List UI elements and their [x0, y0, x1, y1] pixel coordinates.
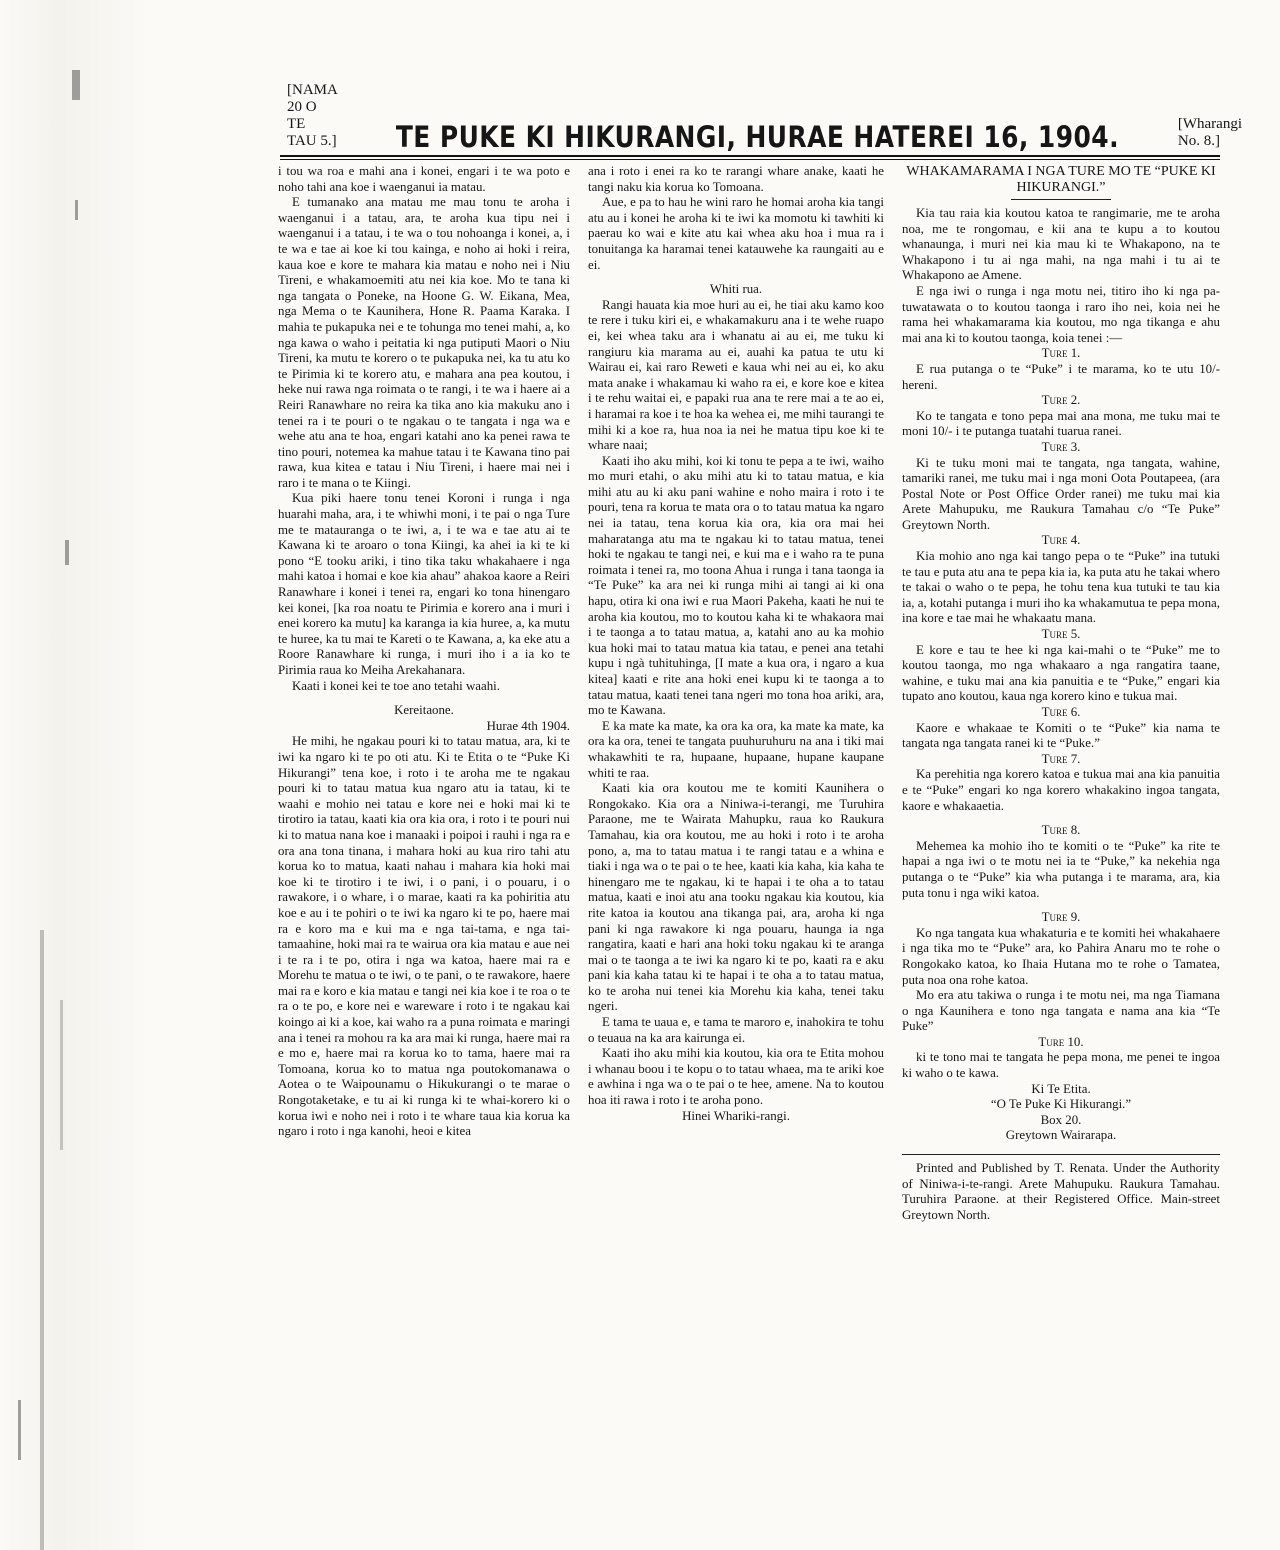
editor-address: Box 20.: [1040, 1112, 1082, 1127]
rule-heading: Ture 9.: [1041, 910, 1081, 925]
paragraph: Kaati iho aku mihi, koi ki tonu te pepa a te iwi, waiho mo muri etahi, o aku mihi atu ki to tatau matua, e kia mihi atu au ki aku pani wahine e noho maira i roto i te pouri, tena ra korua te mata ora o to tatau matua ka ngaro nei ia tatau, tena korua kia ora, kia ora mai hei maharatanga atu ma te ngakau ki to tatau matua, tenei hoki te ngakau te tangi nei, e kui ma e i waho ra te puna roimata i tenei ra, mo toona Ahua i runga i tana taonga ia “Te Puke” ka ara nei ki runga mihi ai tangi ai ki ona hapu, otira ki ona iwi e rua Maori Pakeha, kaati he nui te aroha kia koutou, mo to koutou kaha ki te whakaora mai i te taonga a to tatau matua, a, katahi ano au ka mohio kua hoki mai to tatau matua kia tatau, e penei ana tetahi kupu i ngà tuhituhinga, [I mate a kua ora, i ngaro a kua kitea] kaati e rite ana hoki enei kupu ki te taonga a to tatau matua, kaati tenei tana ngeri mo tona hoa ariki, ara, mo te Kawana.: [588, 453, 884, 718]
paragraph: Kia tau raia kia koutou katoa te rangimarie, me te aroha noa, me te rongomau, e kii ana te kupu a to koutou whanaunga, i muri nei kia mau ki te Whakapono, na te Whakapono i tu ai nga mahi, na nga mahi i tu ai te Whakapono ae Amene.: [902, 206, 1220, 283]
rules-heading: WHAKAMARAMA I NGA TURE MO TE “PUKE KI HIKURANGI.”: [906, 164, 1216, 195]
rule-heading: Ture 3.: [1041, 439, 1081, 454]
rule-text: ki te tono mai te tangata he pepa mona, me penei te ingoa ki waho o te kawa.: [902, 1050, 1220, 1081]
letter-signature: Hinei Whariki-rangi.: [682, 1108, 790, 1123]
paragraph: Rangi hauata kia moe huri au ei, he tiai aku kamo koo te rere i tuku kiri ei, e whakamakuru ana i te wehe ruapo ei, kei whea taku ara i whanatu ai au ei, me tuku ki rangiuru kia marama au ei, auahi ka patua te utu ki Wairau ei, kai raro Reweti e kaua whi nei au ei, ko aku mata anake i whakamau ki waho ra ei, e kore koe e kitea i te rehu waitai ei, e papaki rua ana te rere mai a te ao ei, i haramai ra koe i te hoa ka wehea ei, me mihi taurangi te mihi ki a koe ra, hua noa ia nei he matua tipu koe ki te whare naai;: [588, 297, 884, 453]
rule-heading: Ture 10.: [1038, 1034, 1084, 1049]
column-2: [588, 164, 884, 1444]
rule-text: E rua putanga o te “Puke” i te marama, ko te utu 10/- hereni.: [902, 361, 1220, 392]
paragraph: He mihi, he ngakau pouri ki to tatau matua, ara, ki te iwi ka ngaro ki te po oti atu. Ki te Etita o te “Puke Ki Hikurangi” tena koe, i roto i te aroha me te ngakau pouri ki to tatau matua kua ngaro atu ia tatau, ki te waahi e mohio nei tatau e kore nei e hoki mai ki te tirotiro ia tatau, kaati kia ora kia ora, i roto i te pouri nui ki to matua nana koe i manaaki i poipoi i rauhi i nga ra e ora ana tona tinana, i mahara hoki au kua riro tahi atu korua ko to matua, kaati nahau i mahara kia hoki mai koe ki te tirotiro i te iwi, i o pani, i o pouaru, i o rawakore, i o whare, i o marae, kaati ra ka pohiritia atu koe e au i te pohiri o te iwi ka ngaro ki te po, haere mai ra e koro ma e kui ma e nga tai-tama, e nga tai-tamaahine, hoki mai ra te wairua ora kia matau e aue nei i te ra i te po, otira i nga wa katoa, haere mai ra e Morehu te matua o te iwi, o te pani, o te rawakore, haere mai ra e koro e kia matau e tangi nei kia koe i te roa o te ra o te po, e kore nei e wareware i roto i te ngakau kai koingo ai ki a koe, kai waho ra a puna roimata e maringi ana i tenei ra mohou ra ka ara mai ki runga, haere mai ra e mo e, haere mai ra korua ko to tama, haere mai ra Tomoana, korua ko to matua nga poutokomanawa o Aotea o te Waipounamu o Hikukurangi o te marae o Rongotaketake, e tu ai ki runga ki te whai-korero ki o korua iwi e noho nei i roto i te whare taua kia korua ka ngaro i roto i nga kanohi, heoi e kitea: [278, 734, 570, 1139]
paragraph: Kua piki haere tonu tenei Koroni i runga i nga huarahi maha, ara, i te whiwhi moni, i te pai o nga Ture me te matauranga o te iwi, a, i te wa e tae atu ai te Kawana ki te aroaro o tona Kiingi, ka ahei ia ki te ki pono “E tooku ariki, i tino tika taku whakahaere i nga mahi katoa i homai e koe kia ahau” ahakoa kaore a Reiri Ranawhare i konei i tenei ra, engari ko tona hinengaro kei konei, [ka roa noatu te Pirimia e korero ana i muri i enei korero ka mutu] ka karanga ia kia huree, a, ka mutu te huree, ka tu mai te Kareti o te Kawana, a, ka eke atu a Roore Ranawhare ki runga, i muri iho i a ia ko te Pirimia raua ko Meiha Arekahanara.: [278, 491, 570, 677]
page-number: [Wharangi No. 8.]: [1177, 116, 1242, 149]
issue-number: [NAMA 20 O TE TAU 5.]: [287, 82, 338, 149]
letter-place: Kereitaone.: [394, 703, 454, 718]
rule-heading: Ture 5.: [1041, 627, 1081, 642]
rule-text: Mo era atu takiwa o runga i te motu nei, ma nga Tiamana o nga Kaunihera e tono nga tangata e nama ana kia “Te Puke”: [902, 988, 1220, 1034]
letter-date: Hurae 4th 1904.: [486, 718, 570, 733]
rule-text: Kaore e whakaae te Komiti o te “Puke” kia nama te tangata nga tangata ranei ki te “Puke.”: [902, 720, 1220, 751]
paragraph: E tumanako ana matau me mau tonu te aroha i waenganui i a tatau, ara, te aroha kua tipu nei i waenganui i a tatau, i te wa o tou nohoanga i konei, a, i te wa e tae ai koe ki tou kainga, e noho ai hoki i reira, kaua koe e kore te mahara kia matau e noho nei i Niu Tireni, e whakamoemiti atu nei kia koe. Mo te tana ki nga tangata o Poneke, na Hoone G. W. Eikana, Mea, nga Mema o te Kaunihera, Hone R. Paama Karaka. I mahia te pukapuka nei e te tohunga mo tenei mahi, a, ko nga kawa o waho i peitatia ki nga putiputi Maori o Niu Tireni, ka mutu te korero o te pukapuka nei, ka tu atu ko te Pirimia ki te korero atu, e mahara ana pea koutou, i heke nui rawa nga roimata o te rangi, i te wa i haere ai a Reiri Ranawhare no reira ka tika ano kia makuku ano i tenei ra i te pouri o te ngakau o te tangata i nga wa e wehe atu ana te hoa, engari katahi ano ka penei rawa te tino pouri, notemea ka mahue tatau i te Kawana tino pai rawa, kua kitea e tatau i Niu Tireni, i haere mai nei i raro i te mana o te Kiingi.: [278, 195, 570, 490]
heading-rule: [1011, 199, 1111, 200]
rule-text: Ka perehitia nga korero katoa e tukua mai ana kia panuitia e te “Puke” engari ko nga korero whakakino ingoa tangata, kaore e whakaaetia.: [902, 767, 1220, 813]
paragraph: E ka mate ka mate, ka ora ka ora, ka mate ka mate, ka ora ka ora, tenei te tangata puuhuruhuru na ana i tiki mai whakawhiti te ra, hupaane, hupaane, hupane kaupane whiti te raa.: [588, 718, 884, 780]
paragraph: Kaati i konei kei te toe ano tetahi waahi.: [292, 678, 500, 693]
editor-signature: “O Te Puke Ki Hikurangi.”: [990, 1097, 1132, 1112]
rule-text: Ko te tangata e tono pepa mai ana mona, me tuku mai te moni 10/- i te putanga tuatahi tuarua ranei.: [902, 408, 1220, 439]
paragraph: i tou wa roa e mahi ana i konei, engari i te wa poto e noho tahi ana koe i waenganui ia matau.: [278, 164, 570, 194]
rule-heading: Ture 6.: [1041, 705, 1081, 719]
rule-heading: Ture 1.: [1041, 346, 1081, 361]
paragraph: E nga iwi o runga i nga motu nei, titiro iho ki nga pa-tuwatawata o to koutou taonga i raro iho nei, koia nei he rama hei whakamarama kia koutou, mo nga tikanga e ahu mai ana ki to koutou taonga, koia tenei :—: [902, 283, 1220, 345]
editor-signature: Ki Te Etita.: [1031, 1081, 1091, 1096]
paragraph: ana i roto i enei ra ko te rarangi whare anake, kaati he tangi naku kia korua ko Tomoana.: [588, 164, 884, 194]
rule-text: Mehemea ka mohio iho te komiti o te “Puke” ka rite te hapai a nga iwi o te motu nei ia te “Puke,” ka nekehia nga putanga o te “Puke” kia wha putanga i te marama, ara, kia puta tonu i nga wiki katoa.: [902, 838, 1220, 900]
rule-heading: Ture 8.: [1041, 823, 1081, 838]
page-binding-edge: [0, 0, 150, 1550]
rule-text: Ko nga tangata kua whakaturia e te komiti hei whakahaere i nga tika mo te “Puke” ara, ko Pahira Anaru mo te rohe o Rongokako katoa, ko Ihaia Hutana mo te rohe o Tamatea, puta noa ona rohe katoa.: [902, 925, 1220, 987]
newspaper-title: TE PUKE KI HIKURANGI, HURAE HATEREI 16, 1904.: [395, 120, 1120, 154]
paragraph: E tama te uaua e, e tama te maroro e, inahokira te tohu o teuaua na ka ara kairunga ei.: [588, 1015, 884, 1045]
masthead: [287, 82, 1242, 154]
imprint: [902, 1154, 1220, 1223]
paragraph: Kaati iho aku mihi kia koutou, kia ora te Etita mohou i whanau boou i te kopu o to tatau whaea, ma te ariki koe e awhina i nga wa o te pai o te hee, amene. Na to koutou hoa iti rawa i roto i te aroha pono.: [588, 1046, 884, 1108]
masthead-rule-thin: [280, 159, 1220, 160]
rule-text: Ki te tuku moni mai te tangata, nga tangata, wahine, tamariki ranei, me tuku mai i nga moni Oota Poutapeea, (ara Postal Note or Post Office Order ranei) me tuku mai kia Arete Mahupuku, me Raukura Tamahau c/o “Te Puke” Greytown North.: [902, 455, 1220, 532]
column-1: [278, 164, 570, 1444]
verse-heading: Whiti rua.: [709, 282, 763, 297]
editor-address: Greytown Wairarapa.: [1005, 1128, 1117, 1143]
rule-heading: Ture 2.: [1041, 393, 1081, 408]
rule-heading: Ture 4.: [1041, 533, 1081, 548]
paragraph: Aue, e pa to hau he wini raro he homai aroha kia tangi atu au i konei he aroha ki te iwi ka momotu ki tawhiti ki paerau ko wai e kite atu kai whea aku hoa i mua ra i tonuitanga ka haramai tenei katauwehe ka raungaiti au e ei.: [588, 195, 884, 272]
rule-text: Kia mohio ano nga kai tango pepa o te “Puke” ina tutuki te tau e puta atu ana te pepa kia ia, ka puta atu he takai whero te takai o waho o te pepa, he tohu tena kua tutuki te tau kia ia, a, kotahi putanga i muri iho ka whakamutua te pepa mona, ina kore e tae mai he whakaatu mana.: [902, 549, 1220, 626]
masthead-rule: [280, 155, 1220, 157]
imprint-text: Printed and Published by T. Renata. Under the Authority of Niniwa-i-te-rangi. Arete Mahupuku. Raukura Tamahau. Turuhira Paraone. at their Registered Office. Main-street Greytown North.: [902, 1161, 1220, 1222]
rule-text: E kore e tau te hee ki nga kai-mahi o te “Puke” me to koutou taonga, mo nga whakaaro a nga rangatira taane, wahine, e tuku mai ana kia panuitia e te “Puke,” engari kia tupato ano koutou, kaua nga korero kino e tukua mai.: [902, 642, 1220, 704]
paragraph: Kaati kia ora koutou me te komiti Kaunihera o Rongokako. Kia ora a Niniwa-i-terangi, me Turuhira Paraone, me te Wairata Mahupku, raua ko Raukura Tamahau, kia ora koutou, me au hoki i roto i te aroha pono, a, ma to tatau matua i te rangi tatau e a whina e tiaki i nga wa o te pai o te hee, kaati kia kaha, kia kaha te hinengaro me te ngakau, ki te hapai i te oha a to tatau matua, kaati e inoi atu ana tooku ngakau kia koutou, kia rite katoa ia koutou ana tikanga pai, ara, aroha ki nga pani ki nga rawakore ki nga pouaru, haunga ia nga rangatira, kaati e hari ana hoki toku ngakau ki te aranga mai o te taonga a te iwi ka ngaro ki te po, kaati ra e aku pani kia kaha tatau ki te hapai i te oha a to tatau matua, ko te aroha nui tenei kia Morehu kia kaha, tenei taku ngeri.: [588, 781, 884, 1014]
rule-heading: Ture 7.: [1041, 751, 1081, 766]
column-3: [902, 164, 1220, 1454]
